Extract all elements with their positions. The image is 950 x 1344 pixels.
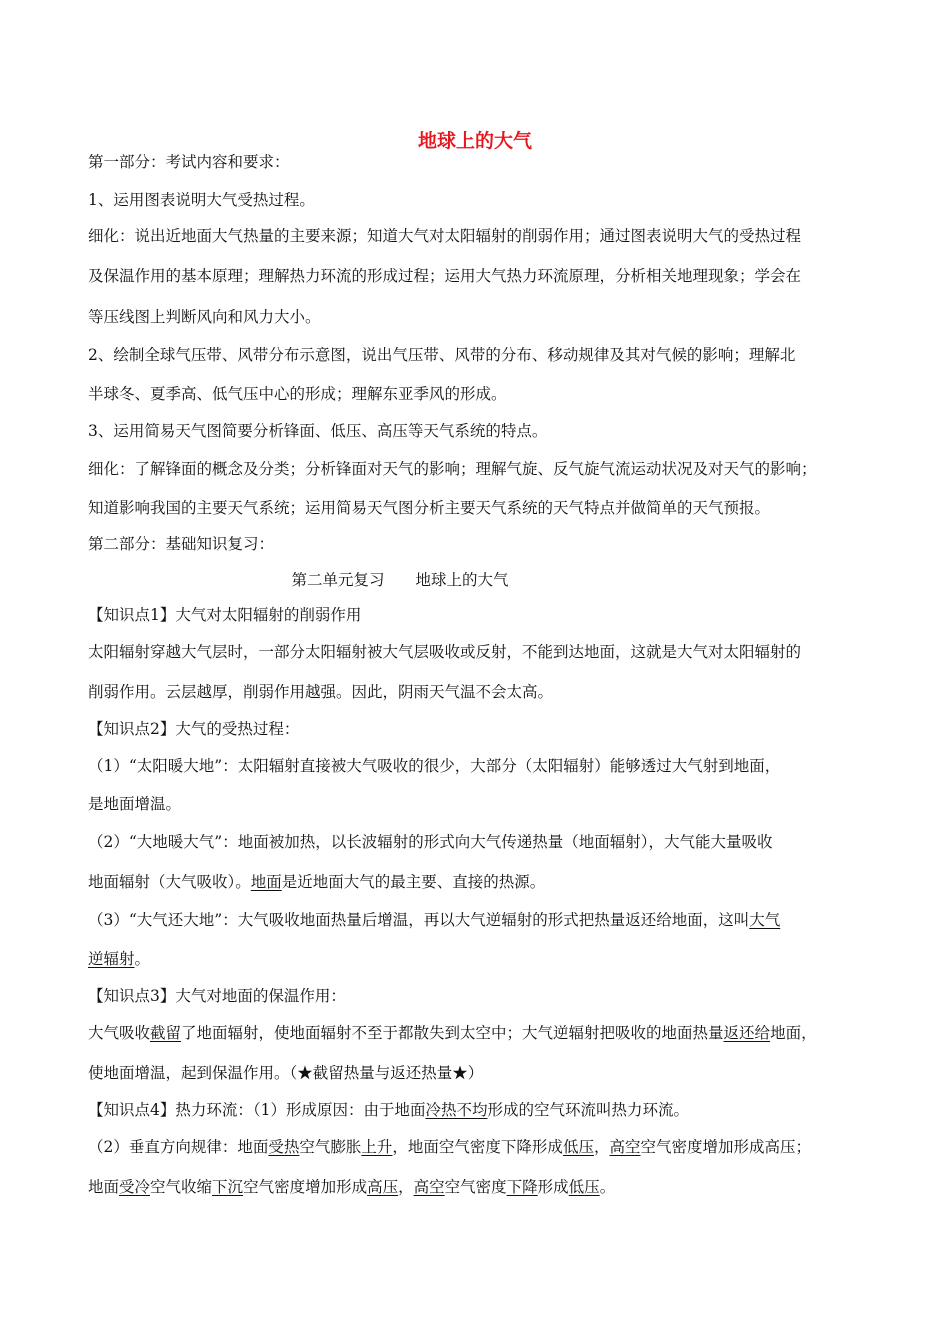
requirement-2-line-2: 半球冬、夏季高、低气压中心的形成；理解东亚季风的形成。 — [88, 385, 507, 403]
knowledge-point-4-line-3 — [88, 1176, 878, 1198]
underlined-term: 低压 — [568, 1178, 600, 1196]
underlined-term: 下降 — [506, 1178, 538, 1196]
underlined-term: 高空 — [609, 1138, 641, 1156]
underlined-term: 大气 — [749, 911, 781, 929]
text-segment: 空气收缩 — [150, 1178, 213, 1196]
underlined-term: 冷热不均 — [425, 1101, 488, 1119]
underlined-term: 逆辐射 — [88, 950, 135, 968]
knowledge-point-2-title: 【知识点2】大气的受热过程： — [88, 720, 300, 738]
requirement-3: 3、运用简易天气图简要分析锋面、低压、高压等天气系统的特点。 — [88, 422, 548, 440]
knowledge-point-4-line-1 — [88, 1099, 878, 1121]
knowledge-point-3-title: 【知识点3】大气对地面的保温作用： — [88, 987, 346, 1005]
underlined-term: 地面 — [250, 873, 282, 891]
kp2-item-3-line-2 — [88, 948, 878, 970]
text-segment: 。 — [599, 1178, 616, 1196]
text-segment: （3）“大气还大地”：大气吸收地面热量后增温，再以大气逆辐射的形式把热量返还给地面，这叫 — [88, 911, 750, 929]
text-segment: ， — [593, 1138, 610, 1156]
detail-1-line-1: 细化：说出近地面大气热量的主要来源；知道大气对太阳辐射的削弱作用；通过图表说明大气的受热过程 — [88, 227, 802, 245]
text-segment: 大气吸收 — [88, 1024, 151, 1042]
text-segment: 了地面辐射，使地面辐射不至于都散失到太空中；大气逆辐射把吸收的地面热量 — [181, 1024, 724, 1042]
underlined-term: 高空 — [413, 1178, 445, 1196]
kp3-line-1 — [88, 1022, 878, 1044]
text-segment: ， — [398, 1178, 414, 1196]
kp2-item-2-line-1: （2）“大地暖大气”：地面被加热，以长波辐射的形式向大气传递热量（地面辐射），大气能大量吸收 — [88, 833, 773, 851]
text-segment: 形成的空气环流叫热力环流。 — [487, 1101, 690, 1119]
text-segment: 。 — [134, 950, 151, 968]
text-segment: 形成 — [537, 1178, 569, 1196]
detail-1-line-2: 及保温作用的基本原理；理解热力环流的形成过程；运用大气热力环流原理，分析相关地理现象；学会在 — [88, 267, 802, 285]
detail-3-line-1: 细化：了解锋面的概念及分类；分析锋面对天气的影响；理解气旋、反气旋气流运动状况及对天气的影响； — [88, 460, 817, 478]
text-segment: 空气密度增加形成 — [243, 1178, 368, 1196]
kp2-item-2-line-2 — [88, 871, 878, 893]
text-segment: 地面 — [88, 1178, 120, 1196]
knowledge-point-1-line-1: 太阳辐射穿越大气层时，一部分太阳辐射被大气层吸收或反射，不能到达地面，这就是大气对太阳辐射的 — [88, 643, 802, 661]
underlined-term: 受热 — [268, 1138, 300, 1156]
text-segment: 是近地面大气的最主要、直接的热源。 — [281, 873, 546, 891]
underlined-term: 截留 — [150, 1024, 182, 1042]
kp2-item-3-line-1 — [88, 909, 878, 931]
text-segment: 【知识点4】热力环流：（1）形成原因：由于地面 — [88, 1101, 426, 1119]
underlined-term: 受冷 — [119, 1178, 151, 1196]
requirement-2-line-1: 2、绘制全球气压带、风带分布示意图，说出气压带、风带的分布、移动规律及其对气候的影响；理解北 — [88, 346, 796, 364]
text-segment: （2）垂直方向规律：地面 — [88, 1138, 269, 1156]
text-segment: ，地面空气密度下降形成 — [392, 1138, 563, 1156]
underlined-term: 上升 — [361, 1138, 393, 1156]
underlined-term: 返还给 — [723, 1024, 771, 1042]
knowledge-point-1-title: 【知识点1】大气对太阳辐射的削弱作用 — [88, 606, 362, 624]
detail-3-line-2: 知道影响我国的主要天气系统；运用简易天气图分析主要天气系统的天气特点并做简单的天气预报。 — [88, 499, 771, 517]
part1-heading: 第一部分：考试内容和要求： — [88, 153, 290, 171]
unit-title: 第二单元复习 地球上的大气 — [291, 571, 509, 589]
kp2-item-1-line-1: （1）“太阳暖大地”：太阳辐射直接被大气吸收的很少，大部分（太阳辐射）能够透过大气射到地面， — [88, 757, 781, 775]
requirement-1: 1、运用图表说明大气受热过程。 — [88, 191, 315, 209]
knowledge-point-1-line-2: 削弱作用。云层越厚，削弱作用越强。因此，阴雨天气温不会太高。 — [88, 683, 554, 701]
text-segment: 空气密度 — [444, 1178, 507, 1196]
underlined-term: 高压 — [367, 1178, 399, 1196]
kp2-item-1-line-2: 是地面增温。 — [88, 795, 182, 813]
underlined-term: 低压 — [562, 1138, 594, 1156]
text-segment: 地面辐射（大气吸收）。 — [88, 873, 251, 891]
part2-heading: 第二部分：基础知识复习： — [88, 535, 275, 553]
document-title: 地球上的大气 — [417, 130, 532, 152]
detail-1-line-3: 等压线图上判断风向和风力大小。 — [88, 308, 321, 326]
text-segment: 空气膨胀 — [299, 1138, 362, 1156]
kp3-line-2: 使地面增温，起到保温作用。（★截留热量与返还热量★） — [88, 1064, 484, 1082]
text-segment: 空气密度增加形成高压； — [640, 1138, 811, 1156]
text-segment: 地面， — [770, 1024, 817, 1042]
knowledge-point-4-line-2 — [88, 1136, 878, 1158]
underlined-term: 下沉 — [212, 1178, 244, 1196]
